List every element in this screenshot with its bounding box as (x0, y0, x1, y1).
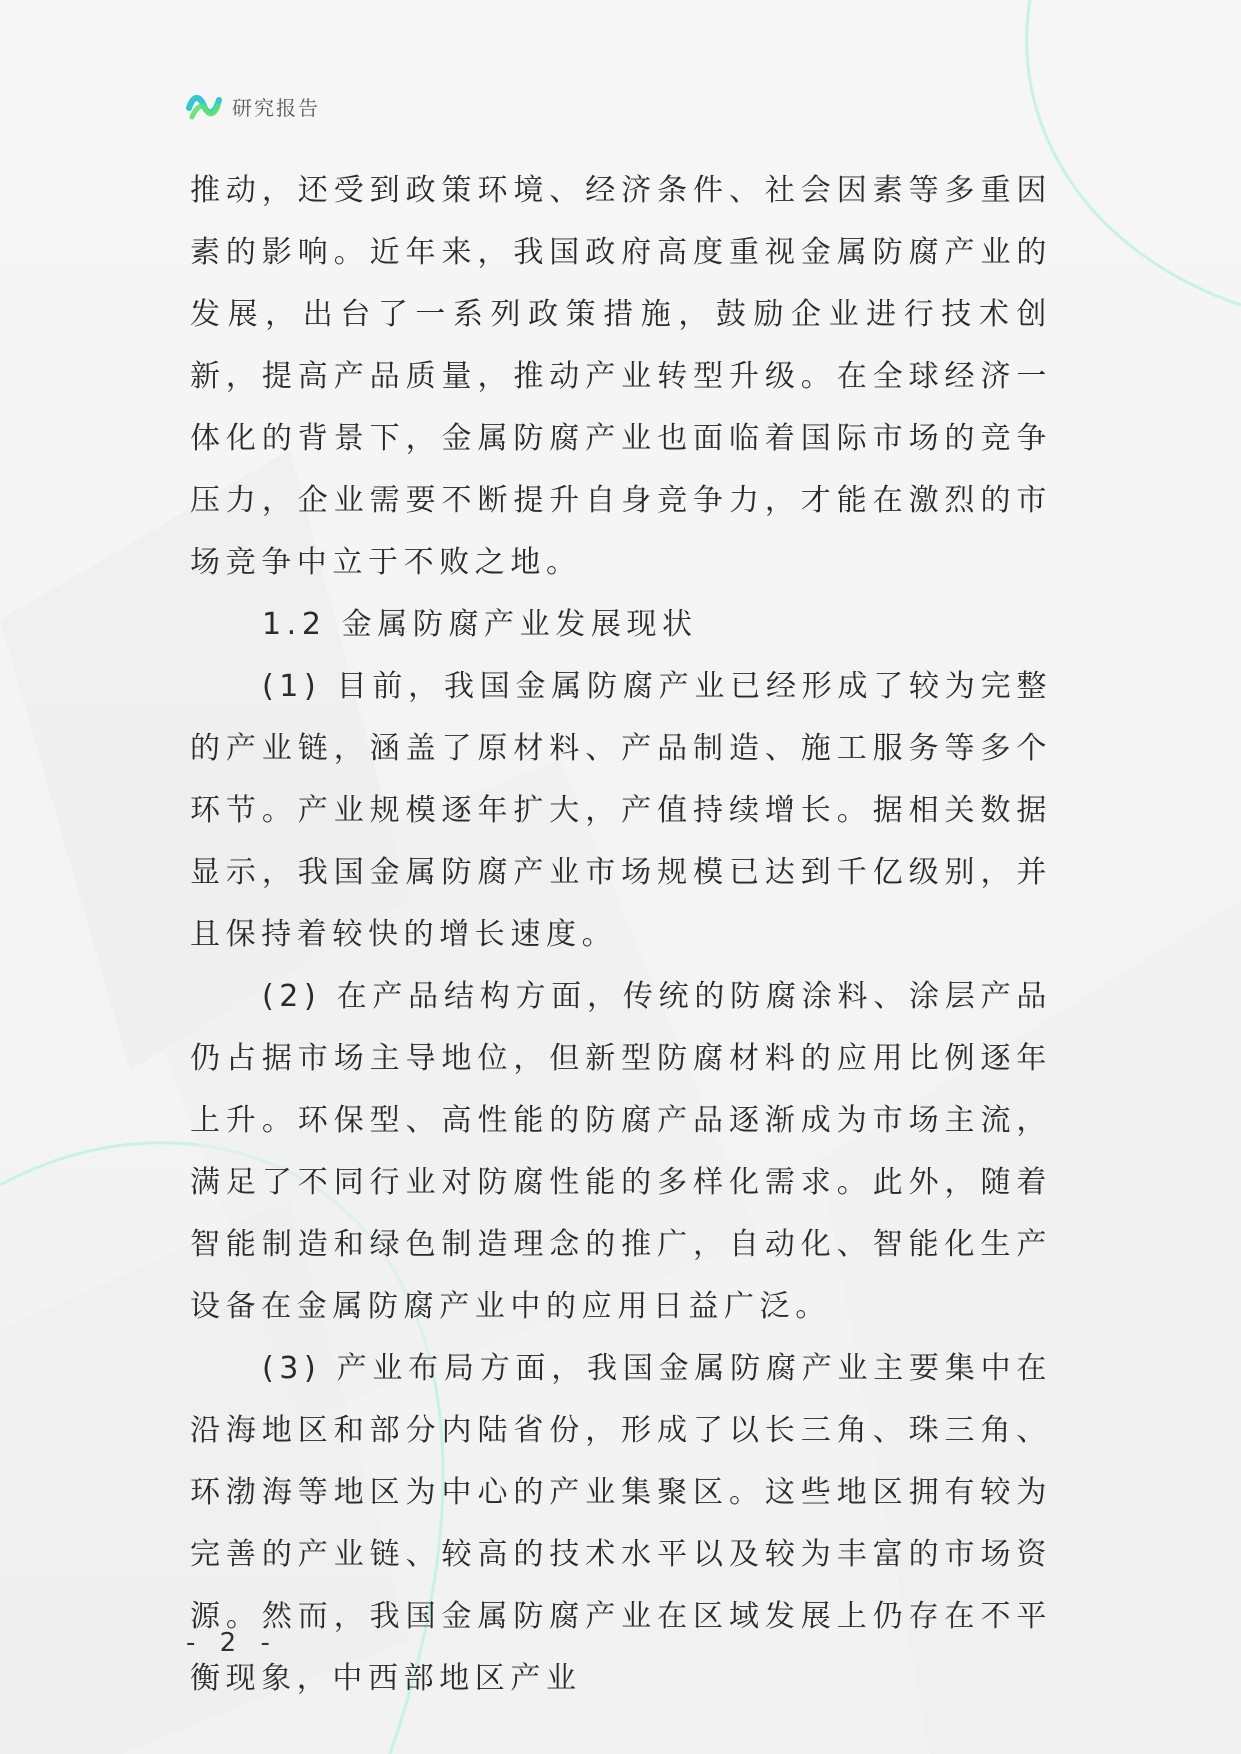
page-number: - 2 - (186, 1628, 278, 1658)
brand-logo-icon (186, 90, 222, 122)
report-header (186, 88, 320, 124)
section-heading: 1.2 金属防腐产业发展现状 (262, 607, 698, 642)
paragraph-item-3: (3) 产业布局方面，我国金属防腐产业主要集中在沿海地区和部分内陆省份，形成了以长三角、珠三角、环渤海等地区为中心的产业集聚区。这些地区拥有较为完善的产业链、较高的技术水平以及较为丰富的市场资源。然而，我国金属防腐产业在区域发展上仍存在不平衡现象，中西部地区产业 (190, 1351, 1052, 1696)
paragraph-intro: 推动，还受到政策环境、经济条件、社会因素等多重因素的影响。近年来，我国政府高度重视金属防腐产业的发展，出台了一系列政策措施，鼓励企业进行技术创新，提高产品质量，推动产业转型升级。在全球经济一体化的背景下，金属防腐产业也面临着国际市场的竞争压力，企业需要不断提升自身竞争力，才能在激烈的市场竞争中立于不败之地。 (190, 173, 1052, 580)
paragraph-item-2: (2) 在产品结构方面，传统的防腐涂料、涂层产品仍占据市场主导地位，但新型防腐材料的应用比例逐年上升。环保型、高性能的防腐产品逐渐成为市场主流，满足了不同行业对防腐性能的多样化需求。此外，随着智能制造和绿色制造理念的推广，自动化、智能化生产设备在金属防腐产业中的应用日益广泛。 (190, 979, 1052, 1324)
report-title: 研究报告 (232, 95, 320, 120)
paragraph-item-1: (1) 目前，我国金属防腐产业已经形成了较为完整的产业链，涵盖了原材料、产品制造、施工服务等多个环节。产业规模逐年扩大，产值持续增长。据相关数据显示，我国金属防腐产业市场规模已达到千亿级别，并且保持着较快的增长速度。 (190, 669, 1052, 952)
document-body (190, 160, 1052, 1710)
